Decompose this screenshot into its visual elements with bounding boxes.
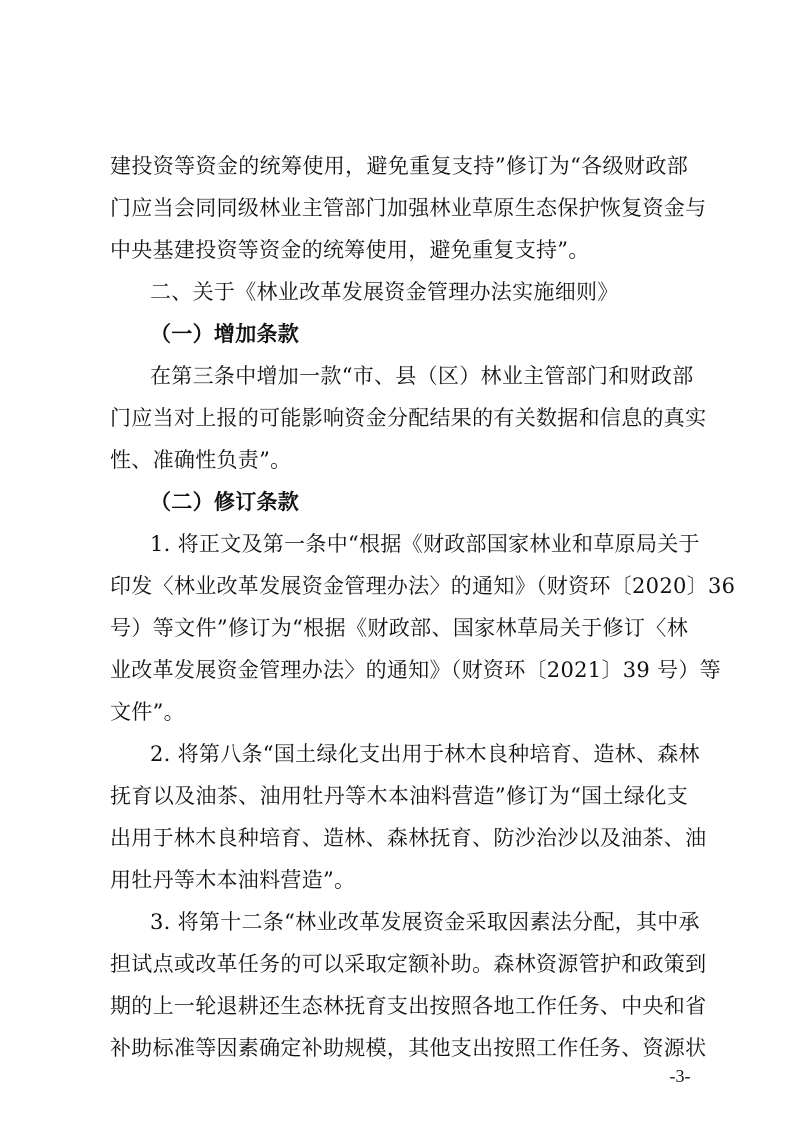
body-line-16: 抚育以及油茶、油用牡丹等木本油料营造”修订为“国土绿化支: [110, 784, 688, 808]
page-number: -3-: [669, 1066, 691, 1086]
body-line-14: 文件”。: [110, 700, 185, 724]
subsection-heading-revise-clause: （二）修订条款: [150, 490, 300, 514]
body-line-3: 中央基建投资等资金的统筹使用，避免重复支持”。: [110, 238, 590, 262]
body-line-20: 担试点或改革任务的可以采取定额补助。森林资源管护和政策到: [110, 952, 707, 976]
section-heading: 二、关于《林业改革发展资金管理办法实施细则》: [150, 280, 619, 304]
body-line-11: 印发〈林业改革发展资金管理办法〉的通知》（财资环〔2020〕36: [110, 574, 736, 598]
body-line-12: 号）等文件”修订为“根据《财政部、国家林草局关于修订〈林: [110, 616, 688, 640]
body-line-19: 3. 将第十二条“林业改革发展资金采取因素法分配，其中承: [150, 910, 700, 934]
subsection-heading-add-clause: （一）增加条款: [150, 322, 300, 346]
body-line-8: 性、准确性负责”。: [110, 448, 292, 472]
body-line-22: 补助标准等因素确定补助规模，其他支出按照工作任务、资源状: [110, 1036, 707, 1060]
body-line-17: 出用于林木良种培育、造林、森林抚育、防沙治沙以及油茶、油: [110, 826, 707, 850]
body-line-18: 用牡丹等木本油料营造”。: [110, 868, 356, 892]
body-line-13: 业改革发展资金管理办法〉的通知》（财资环〔2021〕39 号）等: [110, 658, 721, 682]
body-line-2: 门应当会同同级林业主管部门加强林业草原生态保护恢复资金与: [110, 196, 707, 220]
body-line-10: 1. 将正文及第一条中“根据《财政部国家林业和草原局关于: [150, 532, 700, 556]
body-line-21: 期的上一轮退耕还生态林抚育支出按照各地工作任务、中央和省: [110, 994, 707, 1018]
body-line-6: 在第三条中增加一款“市、县（区）林业主管部门和财政部: [150, 364, 694, 388]
body-line-15: 2. 将第八条“国土绿化支出用于林木良种培育、造林、森林: [150, 742, 700, 766]
body-line-7: 门应当对上报的可能影响资金分配结果的有关数据和信息的真实: [110, 406, 707, 430]
body-line-1: 建投资等资金的统筹使用，避免重复支持”修订为“各级财政部: [110, 154, 688, 178]
